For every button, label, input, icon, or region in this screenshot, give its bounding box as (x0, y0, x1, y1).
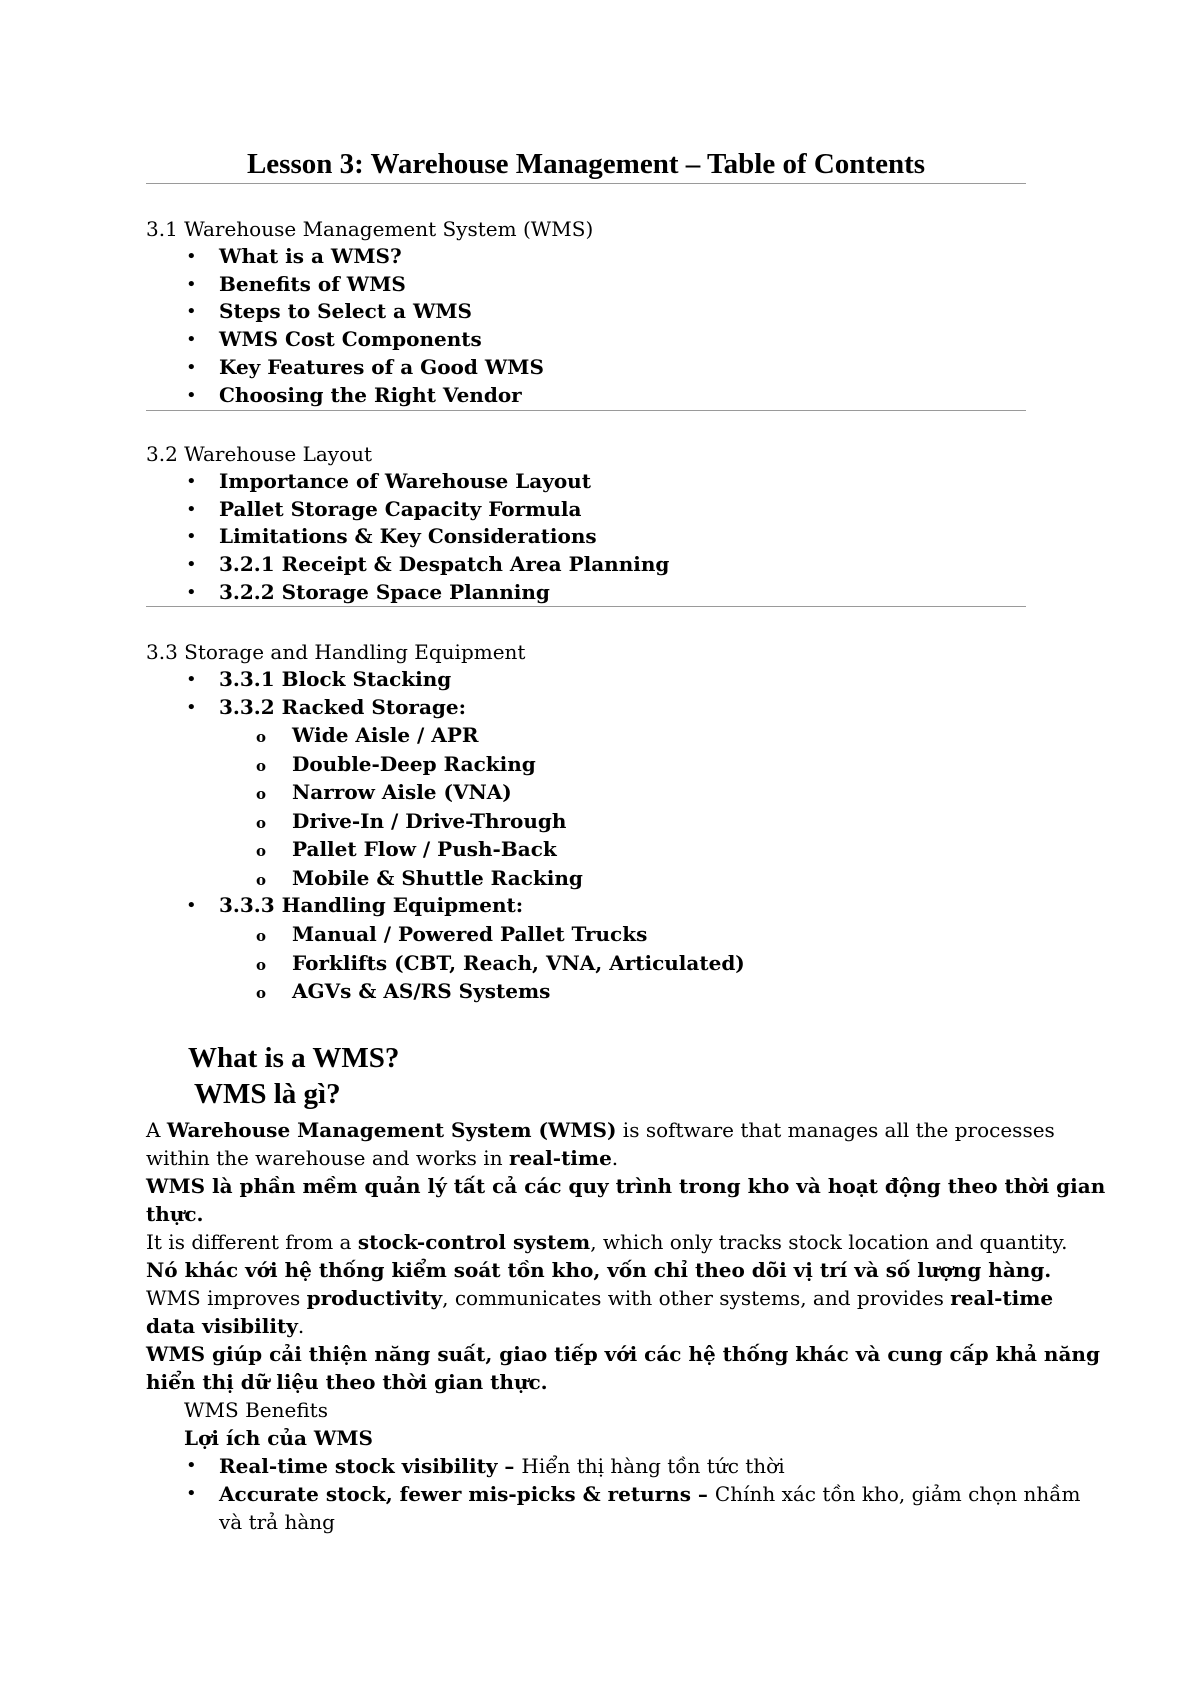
bullet-icon: • (186, 669, 197, 690)
toc-item-label: Importance of Warehouse Layout (219, 469, 591, 493)
benefit-item (146, 1452, 1046, 1480)
toc-sublist (219, 920, 1046, 1006)
bold-run: productivity (306, 1286, 443, 1310)
text-run: , which only tracks stock location and quantity. (590, 1230, 1068, 1254)
title-divider (146, 183, 1026, 184)
section-heading: 3.3 Storage and Handling Equipment (146, 640, 526, 664)
toc-list (146, 468, 1046, 607)
toc-item[interactable] (146, 666, 1046, 694)
toc-subitem[interactable] (146, 920, 1046, 949)
text-run: It is different from a (146, 1230, 358, 1254)
toc-sublist (219, 721, 1046, 892)
toc-item[interactable] (146, 579, 1046, 607)
toc-subitem-label: Manual / Powered Pallet Trucks (292, 922, 648, 947)
toc-item-label: Benefits of WMS (219, 271, 406, 296)
circle-bullet-icon: o (256, 870, 267, 889)
bold-run: stock-control system (357, 1230, 591, 1254)
toc-item[interactable] (146, 892, 1046, 1005)
circle-bullet-icon: o (256, 927, 267, 946)
text-run: . (611, 1146, 619, 1170)
toc-item[interactable] (146, 496, 1046, 524)
bold-run: real-time (508, 1146, 612, 1170)
text-run: WMS improves (146, 1286, 307, 1310)
wms-description (146, 1116, 1106, 1396)
toc-item[interactable] (146, 551, 1046, 579)
toc-subitem[interactable] (146, 721, 1046, 750)
circle-bullet-icon: o (256, 756, 267, 775)
benefits-list (146, 1452, 1081, 1536)
bold-run: Warehouse Management System (WMS) (166, 1118, 617, 1142)
toc-subitem-label: Drive-In / Drive-Through (292, 808, 567, 833)
toc-subitem[interactable] (146, 835, 1046, 864)
text-run: , communicates with other systems, and provides (442, 1286, 951, 1310)
toc-subitem-label: Double-Deep Racking (292, 751, 536, 776)
toc-item-label: Choosing the Right Vendor (219, 382, 522, 407)
toc-item[interactable] (146, 354, 1046, 382)
circle-bullet-icon: o (256, 785, 267, 804)
toc-item-label: 3.3.3 Handling Equipment: (219, 893, 524, 918)
paragraph-line: WMS là phần mềm quản lý tất cả các quy trình trong kho và hoạt động theo thời gian (146, 1174, 1106, 1198)
bullet-icon: • (186, 356, 197, 378)
benefit-item (146, 1480, 1081, 1536)
paragraph-line: thực. (146, 1202, 204, 1226)
toc-item-label: Key Features of a Good WMS (219, 354, 544, 379)
bold-run: data visibility (146, 1314, 298, 1338)
toc-subitem-label: Narrow Aisle (VNA) (292, 780, 512, 805)
wms-heading-vi: WMS là gì? (194, 1078, 341, 1110)
benefits-heading-vi: Lợi ích của WMS (184, 1426, 373, 1450)
toc-item-label: 3.3.2 Racked Storage: (219, 694, 466, 719)
toc-item[interactable] (146, 271, 1046, 299)
toc-item-label: 3.3.1 Block Stacking (219, 667, 452, 691)
text-run: A (146, 1118, 167, 1142)
benefits-heading-en: WMS Benefits (184, 1398, 328, 1422)
toc-list (146, 243, 1046, 409)
toc-subitem-label: Pallet Flow / Push-Back (292, 837, 557, 862)
section-heading: 3.1 Warehouse Management System (WMS) (146, 217, 594, 241)
toc-section-3-2 (146, 440, 1046, 607)
section-divider (146, 606, 1026, 607)
paragraph-line (146, 1284, 1054, 1312)
toc-subitem-label: AGVs & AS/RS Systems (292, 979, 551, 1004)
benefit-line (219, 1480, 1081, 1508)
toc-item-label: 3.2.2 Storage Space Planning (219, 579, 550, 604)
toc-item-label: WMS Cost Components (219, 327, 482, 352)
bullet-icon: • (186, 895, 197, 917)
benefit-en: Real-time stock visibility (219, 1454, 498, 1478)
toc-subitem-label: Forklifts (CBT, Reach, VNA, Articulated) (292, 950, 745, 975)
benefit-vi: Chính xác tồn kho, giảm chọn nhầm (714, 1482, 1081, 1506)
circle-bullet-icon: o (256, 813, 267, 832)
toc-item[interactable] (146, 326, 1046, 354)
toc-item-label: Pallet Storage Capacity Formula (219, 496, 582, 521)
bullet-icon: • (186, 329, 197, 351)
toc-item[interactable] (146, 298, 1046, 326)
toc-subitem[interactable] (146, 750, 1046, 779)
toc-subitem[interactable] (146, 778, 1046, 807)
circle-bullet-icon: o (256, 955, 267, 974)
toc-item-label: Limitations & Key Considerations (219, 524, 597, 549)
paragraph-line: hiển thị dữ liệu theo thời gian thực. (146, 1370, 548, 1394)
paragraph-line (146, 1144, 1046, 1172)
paragraph-line: Nó khác với hệ thống kiểm soát tồn kho, vốn chỉ theo dõi vị trí và số lượng hàng. (146, 1258, 1052, 1282)
paragraph-line (146, 1312, 1046, 1340)
toc-item[interactable] (146, 523, 1046, 551)
circle-bullet-icon: o (256, 728, 267, 747)
toc-item[interactable] (146, 382, 1046, 410)
toc-subitem[interactable] (146, 949, 1046, 978)
bullet-icon: • (186, 581, 197, 603)
toc-item-label: What is a WMS? (219, 244, 402, 268)
toc-item[interactable] (146, 694, 1046, 893)
toc-item[interactable] (146, 468, 1046, 496)
toc-subitem-label: Mobile & Shuttle Racking (292, 865, 583, 890)
bullet-icon: • (186, 1483, 197, 1504)
bullet-icon: • (186, 696, 197, 718)
paragraph-line: WMS giúp cải thiện năng suất, giao tiếp với các hệ thống khác và cung cấp khả năng (146, 1342, 1100, 1366)
toc-subitem[interactable] (146, 977, 1046, 1006)
separator: – (690, 1482, 715, 1506)
toc-subitem-label: Wide Aisle / APR (292, 723, 479, 748)
benefit-vi: Hiển thị hàng tồn tức thời (521, 1454, 785, 1478)
bullet-icon: • (186, 273, 197, 295)
text-run: . (297, 1314, 305, 1338)
paragraph-line (146, 1116, 1055, 1144)
benefit-line (219, 1452, 1046, 1480)
benefit-line: và trả hàng (219, 1510, 335, 1534)
wms-heading-en: What is a WMS? (188, 1042, 400, 1074)
bullet-icon: • (186, 246, 197, 267)
toc-section-3-3 (146, 638, 1046, 1006)
circle-bullet-icon: o (256, 984, 267, 1003)
benefit-en: Accurate stock, fewer mis-picks & returns (219, 1482, 691, 1506)
bullet-icon: • (186, 1455, 197, 1476)
bullet-icon: • (186, 498, 197, 520)
circle-bullet-icon: o (256, 842, 267, 861)
toc-item-label: 3.2.1 Receipt & Despatch Area Planning (219, 552, 670, 577)
toc-item[interactable] (146, 243, 1046, 271)
paragraph-line (146, 1228, 1068, 1256)
toc-subitem[interactable] (146, 807, 1046, 836)
text-run: within the warehouse and works in (146, 1146, 509, 1170)
bold-run: real-time (950, 1286, 1054, 1310)
toc-subitem[interactable] (146, 864, 1046, 893)
toc-item-label: Steps to Select a WMS (219, 299, 472, 324)
text-run: is software that manages all the processes (616, 1118, 1055, 1142)
bullet-icon: • (186, 526, 197, 548)
section-divider (146, 410, 1026, 411)
bullet-icon: • (186, 301, 197, 323)
toc-section-3-1 (146, 215, 1046, 409)
bullet-icon: • (186, 471, 197, 492)
bullet-icon: • (186, 384, 197, 406)
separator: – (497, 1454, 522, 1478)
toc-list (146, 666, 1046, 1006)
bullet-icon: • (186, 554, 197, 576)
section-heading: 3.2 Warehouse Layout (146, 442, 373, 466)
page-title: Lesson 3: Warehouse Management – Table of Contents (246, 148, 926, 180)
